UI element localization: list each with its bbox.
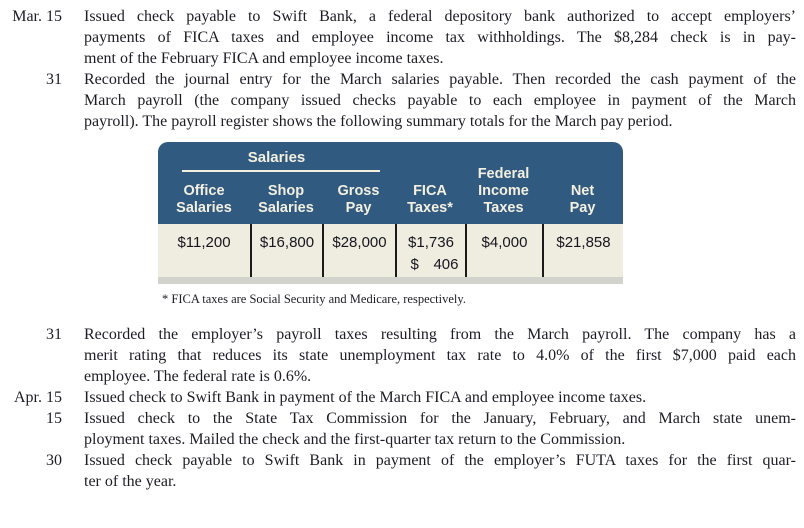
entry-date: 15 xyxy=(46,410,62,427)
payroll-register-table xyxy=(158,142,623,284)
entry-text xyxy=(84,387,796,408)
column-header-federal-income-taxes: Federal Income Taxes xyxy=(477,166,530,216)
entry-text-line: employee. The federal rate is 0.6%. xyxy=(84,368,312,385)
entry-text-line: ter of the year. xyxy=(84,473,177,490)
journal-entry-mar-31-employer-taxes xyxy=(6,324,798,387)
entry-text xyxy=(84,450,796,492)
journal-entry-mar-15 xyxy=(6,6,798,69)
column-header-gross-pay: Gross Pay xyxy=(337,183,380,216)
cell-office-salaries: $11,200 xyxy=(177,234,231,251)
column-header-fica-taxes: FICA Taxes* xyxy=(407,183,453,216)
entry-text xyxy=(84,6,796,69)
journal-entry-apr-30-futa xyxy=(6,450,798,492)
entry-text-line: ployment taxes. Mailed the check and the first-quarter tax return to the Commission. xyxy=(84,431,626,448)
entry-text-line: ment of the February FICA and employee income taxes. xyxy=(84,50,444,67)
journal-entry-apr-15-state xyxy=(6,408,798,450)
entry-text-line: Recorded the journal entry for the March salaries payable. Then recorded the cash payment of the xyxy=(84,71,796,88)
entry-date: Apr. 15 xyxy=(14,389,62,406)
cell-federal-income-taxes: $4,000 xyxy=(465,224,542,277)
cell-net-pay: $21,858 xyxy=(542,224,623,277)
column-header-shop-salaries: Shop Salaries xyxy=(258,183,314,216)
entry-text xyxy=(84,408,796,450)
fica-social-security-amount: $1,736 xyxy=(408,234,454,251)
entry-text-line: Issued check payable to Swift Bank, a federal depository bank authorized to accept employers’ xyxy=(84,8,796,25)
column-headers-row xyxy=(158,166,623,224)
cell-gross-pay: $28,000 xyxy=(322,224,395,277)
entry-text-line: payments of FICA taxes and employee income tax withholdings. The $8,284 check is in pay- xyxy=(84,29,796,46)
column-header-net-pay: Net Pay xyxy=(569,183,596,216)
entry-date: Mar. 15 xyxy=(12,8,62,25)
entry-text-line: payroll). The payroll register shows the following summary totals for the March pay period. xyxy=(84,113,673,130)
fica-medicare-amount: $ 406 xyxy=(410,256,459,273)
cell-shop-salaries: $16,800 xyxy=(250,224,322,277)
entry-text-line: March payroll (the company issued checks payable to each employee in payment of the March xyxy=(84,92,796,109)
entry-text xyxy=(84,324,796,387)
entry-date: 31 xyxy=(46,326,62,343)
column-header-office-salaries: Office Salaries xyxy=(176,183,232,216)
entry-date: 30 xyxy=(46,452,62,469)
entry-text-line: Recorded the employer’s payroll taxes resulting from the March payroll. The company has a xyxy=(84,326,796,343)
entry-text-line: Issued check payable to Swift Bank in payment of the employer’s FUTA taxes for the first quar- xyxy=(84,452,796,469)
table-drop-shadow xyxy=(158,277,623,284)
journal-entry-mar-31-payroll xyxy=(6,69,798,132)
entry-text-line: Issued check to the State Tax Commission for the January, February, and March state unem- xyxy=(84,410,796,427)
payroll-table-data-row xyxy=(158,224,623,277)
entry-text xyxy=(84,69,796,132)
table-footnote: * FICA taxes are Social Security and Medicare, respectively. xyxy=(162,292,466,306)
journal-entry-apr-15-fica xyxy=(6,387,798,408)
entry-text-line: merit rating that reduces its state unemployment tax rate to 4.0% of the first $7,000 paid each xyxy=(84,347,796,364)
salaries-group-header: Salaries xyxy=(247,149,306,166)
entry-text-line: Issued check to Swift Bank in payment of the March FICA and employee income taxes. xyxy=(84,389,647,406)
payroll-table-header xyxy=(158,142,623,224)
cell-fica-taxes xyxy=(395,224,465,277)
entry-date: 31 xyxy=(46,71,62,88)
